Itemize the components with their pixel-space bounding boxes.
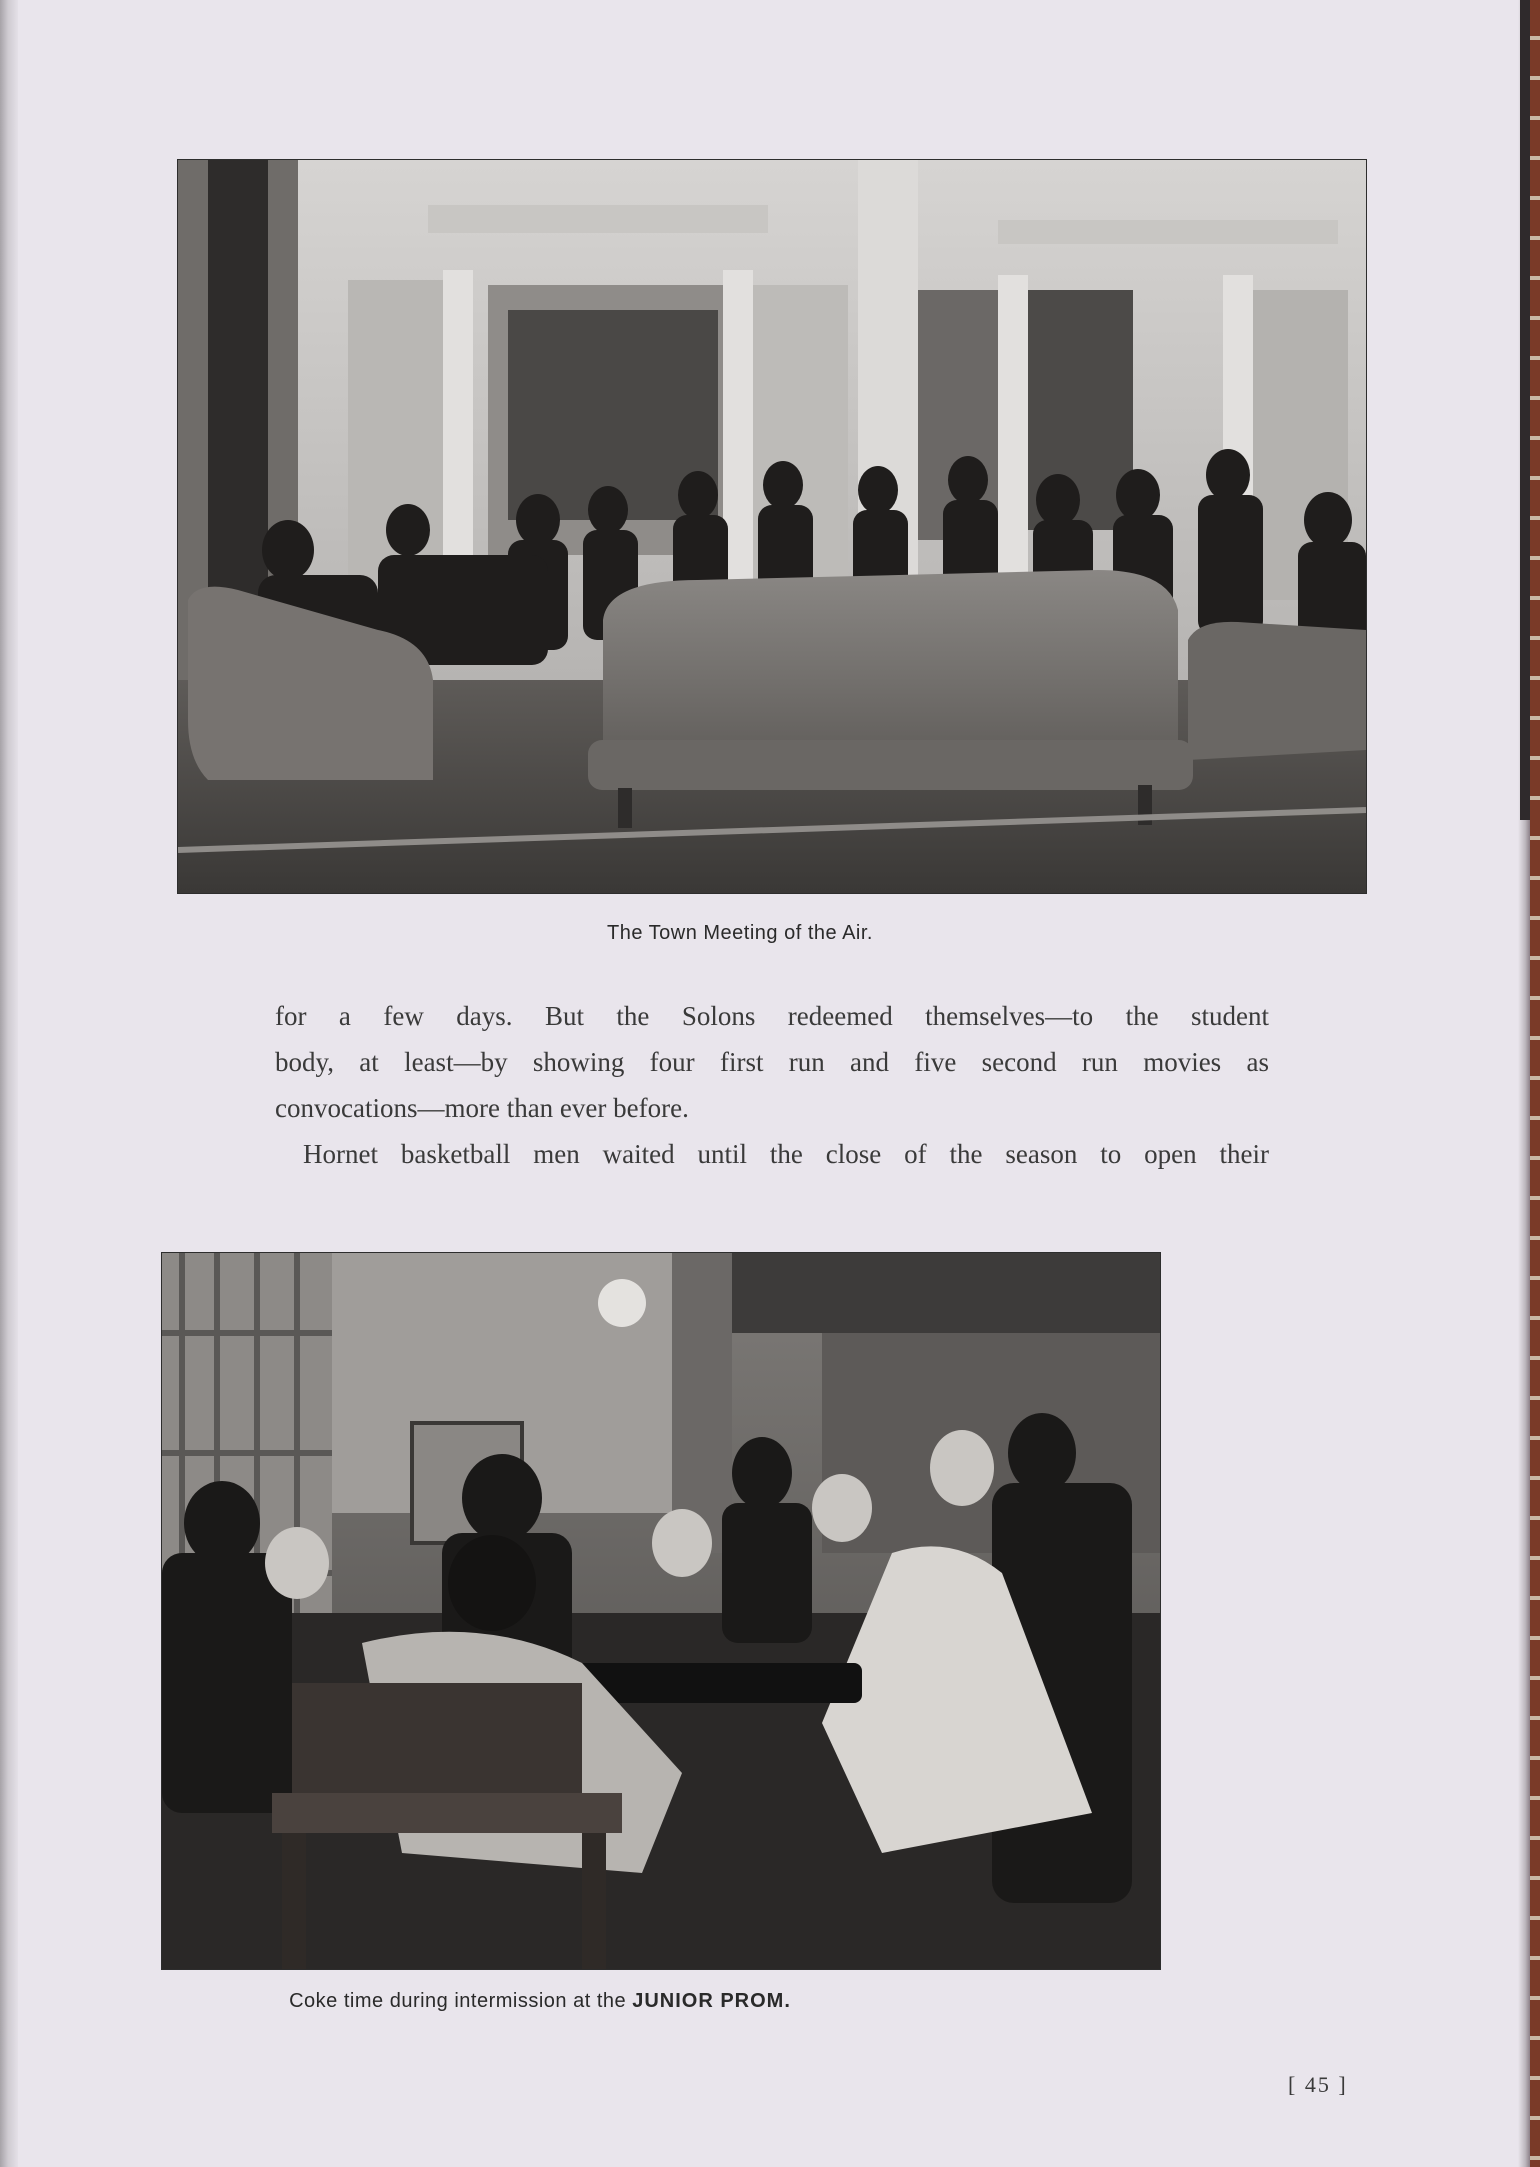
background-brick xyxy=(1530,0,1540,2167)
caption-junior-prom xyxy=(0,1990,1310,2013)
caption-junior-prom-text: Coke time during intermission at the xyxy=(289,1990,633,2012)
body-line-4: Hornet basketball men waited until the close of the season to open their xyxy=(303,1139,1269,1169)
body-line-1: for a few days. But the Solons redeemed themselves—to the student xyxy=(275,1001,1269,1031)
caption-junior-prom-emphasis: JUNIOR PROM. xyxy=(632,1990,791,2012)
body-line-2: body, at least—by showing four first run and five second run movies as xyxy=(275,1047,1269,1077)
caption-town-meeting: The Town Meeting of the Air. xyxy=(606,922,873,944)
body-line-3: convocations—more than ever before. xyxy=(275,1093,689,1123)
body-paragraph xyxy=(275,993,1269,1177)
book-gutter xyxy=(0,0,18,2167)
background-shadow xyxy=(1520,0,1530,820)
page-number: [ 45 ] xyxy=(1288,2072,1348,2097)
photo-junior-prom xyxy=(162,1253,1160,1969)
photo-town-meeting xyxy=(178,160,1366,893)
